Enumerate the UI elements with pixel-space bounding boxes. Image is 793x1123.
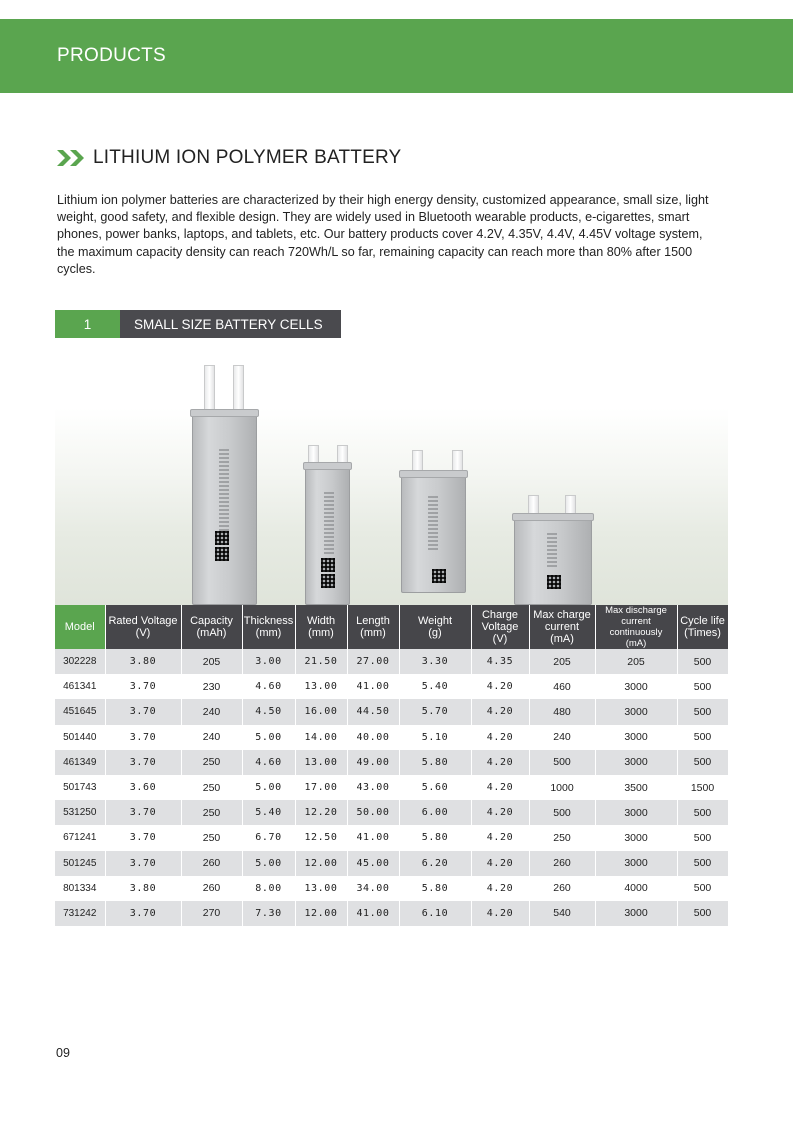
table-cell: 41.00 [347,825,399,850]
table-cell: 16.00 [295,699,347,724]
model-cell: 451645 [55,699,105,724]
table-cell: 6.10 [399,901,471,926]
table-cell: 4.20 [471,775,529,800]
table-cell: 4.20 [471,725,529,750]
table-cell: 45.00 [347,851,399,876]
page-header-bar [0,19,793,93]
column-header: Thickness (mm) [242,605,295,649]
table-cell: 4.35 [471,649,529,674]
table-cell: 260 [529,876,595,901]
table-cell: 50.00 [347,800,399,825]
column-header: Weight (g) [399,605,471,649]
table-cell: 3000 [595,851,677,876]
table-cell: 240 [529,725,595,750]
column-header: Max charge current (mA) [529,605,595,649]
column-header: Cycle life (Times) [677,605,728,649]
model-cell: 302228 [55,649,105,674]
table-row [55,901,728,926]
table-cell: 4000 [595,876,677,901]
battery-cell-image [192,412,257,605]
table-cell: 3.70 [105,851,181,876]
table-cell: 260 [181,876,242,901]
table-cell: 44.50 [347,699,399,724]
table-cell: 4.20 [471,699,529,724]
table-cell: 7.30 [242,901,295,926]
table-row [55,825,728,850]
table-cell: 540 [529,901,595,926]
table-cell: 13.00 [295,750,347,775]
model-cell: 501440 [55,725,105,750]
table-cell: 12.50 [295,825,347,850]
page-number: 09 [56,1046,70,1060]
table-cell: 500 [677,699,728,724]
column-header: Length (mm) [347,605,399,649]
table-cell: 500 [677,901,728,926]
table-cell: 205 [529,649,595,674]
table-row [55,775,728,800]
column-header: Max discharge current continuously (mA) [595,605,677,649]
table-cell: 3000 [595,750,677,775]
table-cell: 13.00 [295,876,347,901]
table-cell: 250 [181,825,242,850]
table-cell: 3000 [595,825,677,850]
table-cell: 3.80 [105,876,181,901]
table-cell: 250 [181,775,242,800]
table-cell: 3.60 [105,775,181,800]
model-cell: 671241 [55,825,105,850]
table-cell: 500 [529,800,595,825]
model-cell: 801334 [55,876,105,901]
table-cell: 6.70 [242,825,295,850]
table-cell: 27.00 [347,649,399,674]
model-cell: 461341 [55,674,105,699]
table-cell: 3.70 [105,699,181,724]
battery-cell-image [305,465,350,605]
table-cell: 5.70 [399,699,471,724]
table-cell: 3000 [595,800,677,825]
table-cell: 500 [677,800,728,825]
table-cell: 4.20 [471,750,529,775]
table-cell: 4.20 [471,800,529,825]
table-cell: 4.20 [471,851,529,876]
model-cell: 501743 [55,775,105,800]
intro-paragraph: Lithium ion polymer batteries are characterized by their high energy density, customized appearance, small size, light weight, good safety, and flexible design. They are widely used in Bluetooth wearable products, e-cigarettes, smart phones, power banks, laptops, and tablets, etc. Our battery products cover 4.2V, 4.35V, 4.4V, 4.45V voltage system, the maximum capacity density can reach 720Wh/L so far, remaining capacity can reach more than 80% after 1500 cycles. [57,193,709,276]
table-cell: 260 [529,851,595,876]
table-cell: 13.00 [295,674,347,699]
double-chevron-right-icon [57,148,87,168]
header-title: PRODUCTS [57,45,167,66]
table-cell: 3.70 [105,750,181,775]
table-cell: 480 [529,699,595,724]
table-cell: 4.20 [471,674,529,699]
table-cell: 3.70 [105,674,181,699]
table-cell: 1500 [677,775,728,800]
section-title: LITHIUM ION POLYMER BATTERY [93,147,402,168]
model-cell: 461349 [55,750,105,775]
table-cell: 500 [677,649,728,674]
table-cell: 250 [181,750,242,775]
table-cell: 3.70 [105,901,181,926]
table-cell: 205 [181,649,242,674]
subsection-label: SMALL SIZE BATTERY CELLS [120,310,341,338]
table-row [55,851,728,876]
table-cell: 5.80 [399,825,471,850]
table-cell: 460 [529,674,595,699]
table-cell: 4.60 [242,674,295,699]
table-cell: 5.00 [242,851,295,876]
table-cell: 21.50 [295,649,347,674]
table-cell: 500 [529,750,595,775]
table-row [55,674,728,699]
table-cell: 49.00 [347,750,399,775]
battery-cells-photo [55,365,728,605]
table-cell: 12.00 [295,851,347,876]
table-cell: 3.70 [105,825,181,850]
table-cell: 240 [181,699,242,724]
table-cell: 4.20 [471,825,529,850]
column-header: Capacity (mAh) [181,605,242,649]
battery-cell-image [401,473,466,593]
table-cell: 5.60 [399,775,471,800]
table-cell: 500 [677,851,728,876]
table-row [55,750,728,775]
table-row [55,699,728,724]
table-cell: 17.00 [295,775,347,800]
table-header-row [55,605,728,649]
table-cell: 250 [181,800,242,825]
table-cell: 12.20 [295,800,347,825]
table-cell: 3.00 [242,649,295,674]
table-cell: 500 [677,674,728,699]
table-cell: 43.00 [347,775,399,800]
model-cell: 731242 [55,901,105,926]
table-cell: 1000 [529,775,595,800]
table-cell: 6.00 [399,800,471,825]
table-cell: 5.80 [399,750,471,775]
table-cell: 5.40 [399,674,471,699]
table-cell: 5.40 [242,800,295,825]
table-cell: 4.50 [242,699,295,724]
table-cell: 3000 [595,725,677,750]
table-row [55,649,728,674]
subsection-number: 1 [55,310,120,338]
table-cell: 4.60 [242,750,295,775]
table-cell: 500 [677,750,728,775]
table-cell: 240 [181,725,242,750]
table-cell: 3.30 [399,649,471,674]
battery-spec-table [55,605,729,926]
table-cell: 5.00 [242,725,295,750]
battery-cell-image [514,516,592,605]
column-header: Rated Voltage (V) [105,605,181,649]
table-body [55,649,728,926]
table-cell: 5.80 [399,876,471,901]
table-cell: 500 [677,725,728,750]
table-cell: 250 [529,825,595,850]
table-row [55,876,728,901]
table-cell: 3500 [595,775,677,800]
table-row [55,725,728,750]
model-cell: 501245 [55,851,105,876]
subsection-badge [55,310,341,338]
table-cell: 205 [595,649,677,674]
column-header: Charge Voltage (V) [471,605,529,649]
model-cell: 531250 [55,800,105,825]
table-cell: 3.80 [105,649,181,674]
table-cell: 3.70 [105,725,181,750]
table-cell: 500 [677,876,728,901]
table-cell: 41.00 [347,901,399,926]
table-cell: 3.70 [105,800,181,825]
column-header: Model [55,605,105,649]
column-header: Width (mm) [295,605,347,649]
table-cell: 3000 [595,674,677,699]
table-cell: 40.00 [347,725,399,750]
table-cell: 14.00 [295,725,347,750]
table-cell: 3000 [595,901,677,926]
section-heading [57,145,401,171]
table-cell: 8.00 [242,876,295,901]
table-cell: 260 [181,851,242,876]
table-cell: 12.00 [295,901,347,926]
table-cell: 34.00 [347,876,399,901]
table-cell: 270 [181,901,242,926]
table-cell: 4.20 [471,901,529,926]
table-cell: 230 [181,674,242,699]
table-cell: 6.20 [399,851,471,876]
table-cell: 3000 [595,699,677,724]
table-cell: 4.20 [471,876,529,901]
table-cell: 500 [677,825,728,850]
table-cell: 5.10 [399,725,471,750]
table-cell: 5.00 [242,775,295,800]
table-cell: 41.00 [347,674,399,699]
table-row [55,800,728,825]
